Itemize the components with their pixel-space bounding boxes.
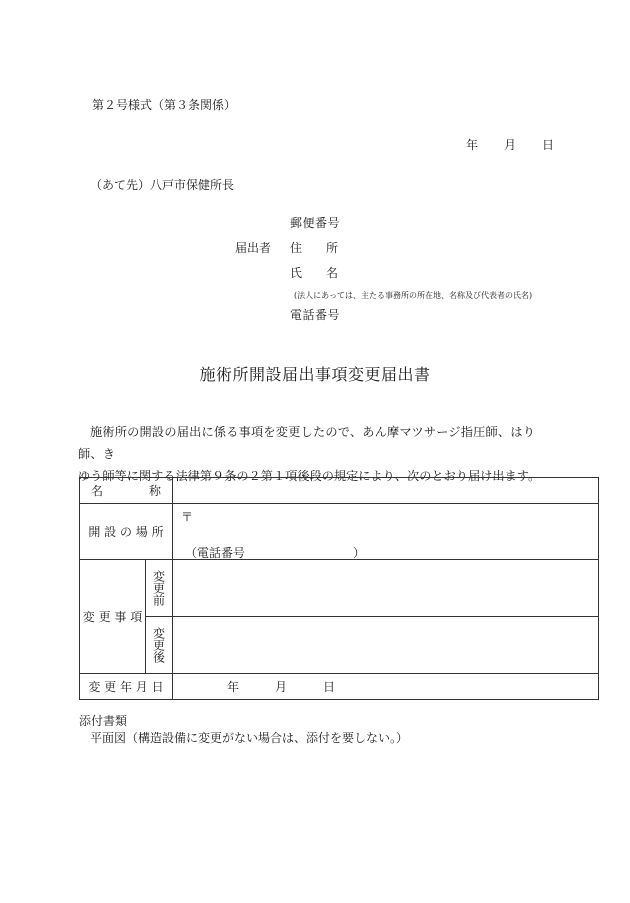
form-number: 第２号様式（第３条関係） — [92, 98, 237, 112]
change-form-table — [79, 477, 599, 700]
location-label-cell: 開 設 の 場 所 — [80, 504, 173, 560]
name-label-cell — [80, 478, 173, 504]
change-date-month: 月 — [275, 680, 288, 694]
table-row — [80, 617, 599, 674]
address-label-char-2: 所 — [326, 241, 339, 255]
change-items-label-cell: 変 更 事 項 — [80, 560, 146, 674]
before-label-cell — [146, 560, 173, 617]
change-date-label-cell: 変 更 年 月 日 — [80, 674, 173, 700]
document-title: 施術所開設届出事項変更届出書 — [199, 365, 431, 384]
address-label — [290, 239, 338, 256]
attachment-item: 平面図（構造設備に変更がない場合は、添付を要しない。） — [90, 731, 409, 745]
location-value-cell[interactable] — [173, 504, 599, 560]
before-value-cell[interactable] — [173, 560, 599, 617]
name-label-char-1: 名 — [90, 484, 103, 498]
date-year-label: 年 — [466, 138, 479, 152]
before-label: 変更前 — [151, 570, 166, 606]
name-label-char-2: 名 — [326, 266, 339, 280]
table-row — [80, 504, 599, 560]
phone-label: 電話番号 — [290, 308, 341, 322]
name-label-char-2: 称 — [149, 484, 162, 498]
body-line-2: ゆう師等に関する法律第９条の２第１項後段の規定により、次のとおり届け出ます。 — [78, 469, 541, 483]
filer-label: 届出者 — [235, 241, 272, 255]
date-day-label: 日 — [542, 138, 555, 152]
name-label-char-1: 氏 — [290, 266, 303, 280]
location-phone-label: （電話番号 — [185, 546, 246, 560]
table-row — [80, 478, 599, 504]
name-label — [290, 264, 338, 281]
attachments-title: 添付書類 — [79, 714, 128, 728]
name-value-cell[interactable] — [173, 478, 599, 504]
change-date-year: 年 — [227, 680, 240, 694]
location-phone-close: ） — [353, 546, 366, 560]
postal-code-label: 郵便番号 — [290, 216, 341, 230]
table-row — [80, 560, 599, 617]
date-month-label: 月 — [504, 138, 517, 152]
after-label: 変更後 — [151, 627, 166, 663]
change-date-value-cell[interactable] — [173, 674, 599, 700]
table-row — [80, 674, 599, 700]
corporate-note: (法人にあっては、主たる事務所の所在地、名称及び代表者の氏名) — [294, 291, 533, 300]
address-label-char-1: 住 — [290, 241, 303, 255]
change-date-day: 日 — [323, 680, 336, 694]
addressee: （あて先）八戸市保健所長 — [90, 178, 235, 192]
after-value-cell[interactable] — [173, 617, 599, 674]
after-label-cell — [146, 617, 173, 674]
body-line-1: 施術所の開設の届出に係る事項を変更したので、あん摩マツサージ指圧師、はり師、き — [78, 425, 536, 461]
postal-mark: 〒 — [181, 510, 194, 524]
